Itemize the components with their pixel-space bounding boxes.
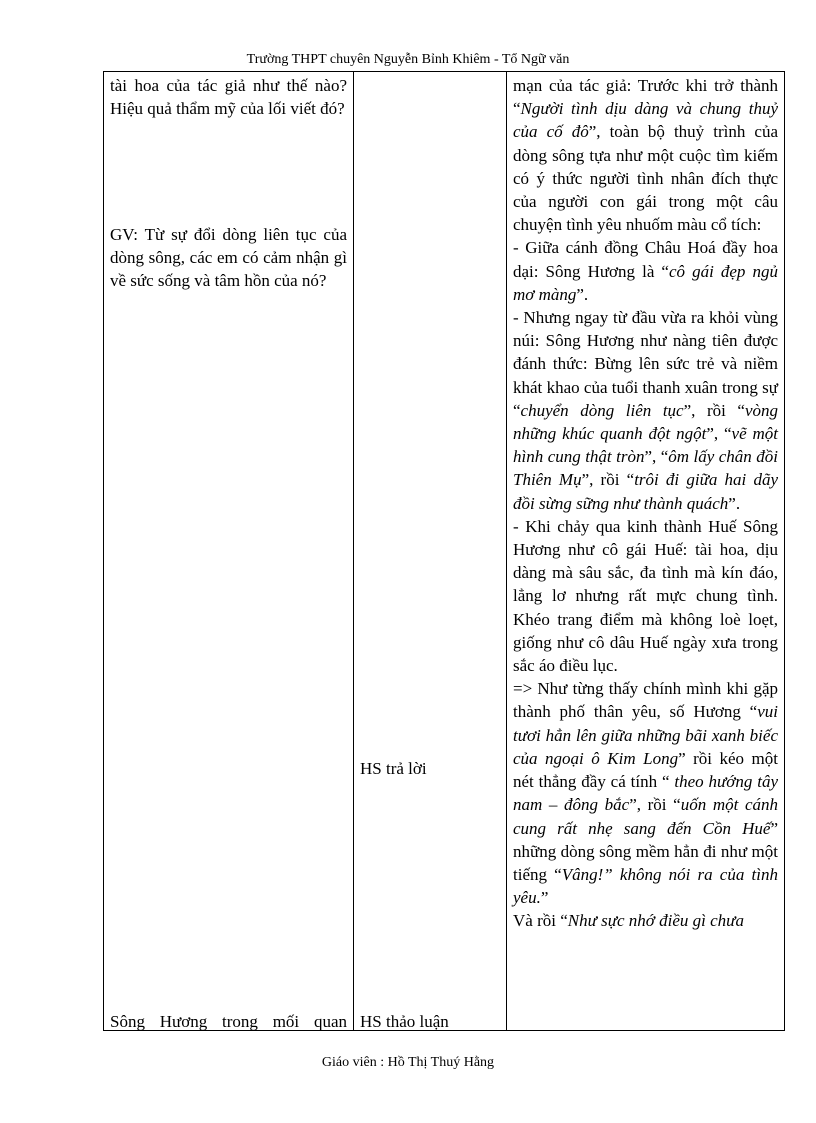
content-paragraph: - Nhưng ngay từ đầu vừa ra khỏi vùng núi: Sông Hương như nàng tiên được đánh thức: Bừng lên sức trẻ và niềm khát khao của tuổi thanh xuân trong sự “chuyển dòng liên tục”, rồi “vòng những khúc quanh đột ngột”, “vẽ một hình cung thật tròn”, “ôm lấy chân đồi Thiên Mụ”, rồi “trôi đi giữa hai dãy đồi sừng sững như thành quách”. xyxy=(513,308,778,513)
content-paragraph: mạn của tác giả: Trước khi trở thành “Người tình dịu dàng và chung thuỷ của cố đô”, toàn bộ thuỷ trình của dòng sông tựa như một cuộc tìm kiếm có ý thức người tình nhân đích thực của người con gái trong một câu chuyện tình yêu nhuốm màu cổ tích: xyxy=(513,76,778,235)
content-paragraph: - Giữa cánh đồng Châu Hoá đầy hoa dại: Sông Hương là “cô gái đẹp ngủ mơ màng”. xyxy=(513,238,778,304)
table-row xyxy=(104,72,785,1031)
teacher-question-continued: tài hoa của tác giả như thế nào? Hiệu quả thẩm mỹ của lối viết đó? xyxy=(110,76,347,119)
student-activity-cell xyxy=(354,72,507,1031)
page-footer: Giáo viên : Hồ Thị Thuý Hằng xyxy=(321,1055,495,1070)
content-cell xyxy=(507,72,785,1031)
lesson-table xyxy=(103,71,785,1031)
student-discussion-label: HS thảo luận xyxy=(360,1012,449,1031)
content-paragraph: => Như từng thấy chính mình khi gặp thành phố thân yêu, số Hương “vui tươi hẳn lên giữa những bãi xanh biếc của ngoại ô Kim Long” rồi kéo một nét thẳng đầy cá tính “ theo hướng tây nam – đông bắc”, rồi “uốn một cánh cung rất nhẹ sang đến Cồn Huế” những dòng sông mềm hẳn đi như một tiếng “Vâng!” không nói ra của tình yêu.” xyxy=(513,679,779,908)
content-paragraph: - Khi chảy qua kinh thành Huế Sông Hương như cô gái Huế: tài hoa, dịu dàng mà sâu sắc, đa tình mà kín đáo, lẳng lơ nhưng rất mực chung tình. Khéo trang điểm mà không loè loẹt, giống như cô dâu Huế ngày xưa trong sắc áo điều lục. xyxy=(513,516,778,676)
content-paragraph: Và rồi “Như sực nhớ điều gì chưa xyxy=(513,911,744,931)
section-heading-cut: Sông Hương trong mối quan xyxy=(110,1012,347,1031)
page-header: Trường THPT chuyên Nguyễn Bỉnh Khiêm - Tổ Ngữ văn xyxy=(246,52,570,67)
student-answer-label: HS trả lời xyxy=(360,759,427,778)
teacher-activity-cell xyxy=(104,72,354,1031)
teacher-question: GV: Từ sự đổi dòng liên tục của dòng sông, các em có cảm nhận gì về sức sống và tâm hồn của nó? xyxy=(110,225,347,291)
